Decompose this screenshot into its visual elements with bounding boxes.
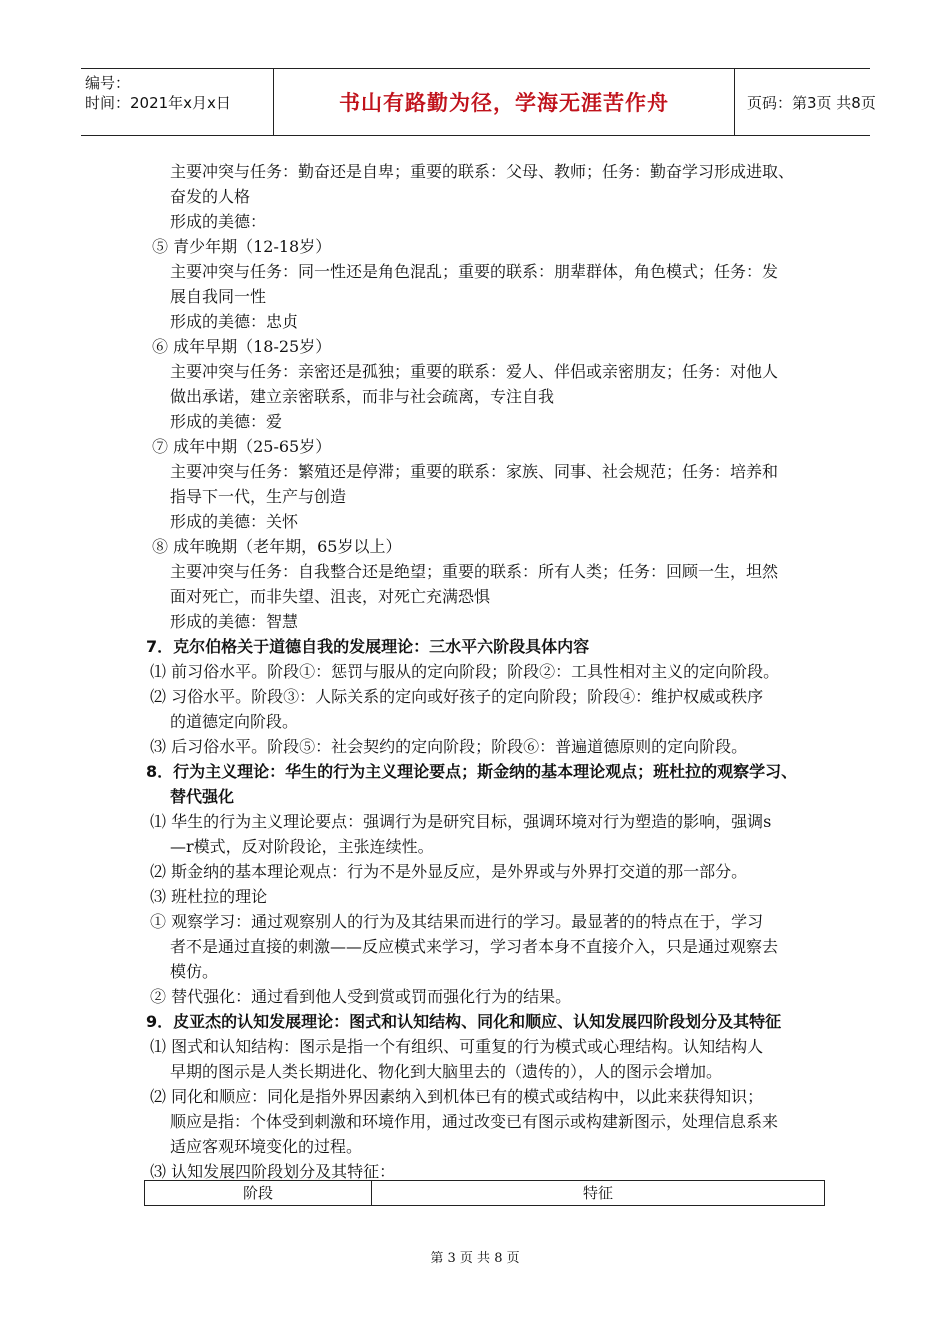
text-line: ⑴ 前习俗水平。阶段①：惩罚与服从的定向阶段；阶段②：工具性相对主义的定向阶段。 [150,662,780,681]
text-line: 展自我同一性 [170,287,267,306]
text-line: 做出承诺，建立亲密联系，而非与社会疏离，专注自我 [170,387,555,406]
text-line: ⑵ 习俗水平。阶段③：人际关系的定向或好孩子的定向阶段；阶段④：维护权威或秩序 [150,687,764,706]
text-line: 形成的美德：智慧 [170,612,299,631]
text-line: 适应客观环境变化的过程。 [170,1137,363,1156]
text-line: ⑶ 班杜拉的理论 [150,887,268,906]
section-heading: 7．克尔伯格关于道德自我的发展理论：三水平六阶段具体内容 [146,637,590,656]
text-line: 主要冲突与任务：自我整合还是绝望；重要的联系：所有人类；任务：回顾一生，坦然 [170,562,779,581]
text-line: 早期的图示是人类长期进化、物化到大脑里去的（遗传的），人的图示会增加。 [170,1062,723,1081]
page-header [81,68,876,136]
section-heading: 8．行为主义理论：华生的行为主义理论要点；斯金纳的基本理论观点；班杜拉的观察学习、 [146,762,798,781]
text-line: 的道德定向阶段。 [170,712,299,731]
page-indicator: 页码：第3页 共8页 [747,93,876,112]
text-line: 主要冲突与任务：繁殖还是停滞；重要的联系：家族、同事、社会规范；任务：培养和 [170,462,779,481]
text-line: ⑴ 图式和认知结构：图示是指一个有组织、可重复的行为模式或心理结构。认知结构人 [150,1037,764,1056]
text-line: —r模式，反对阶段论，主张连续性。 [170,837,434,856]
text-line: ⑵ 同化和顺应：同化是指外界因素纳入到机体已有的模式或结构中，以此来获得知识； [150,1087,764,1106]
text-line: 主要冲突与任务：同一性还是角色混乱；重要的联系：朋辈群体，角色模式；任务：发 [170,262,779,281]
text-line: ① 观察学习：通过观察别人的行为及其结果而进行的学习。最显著的的特点在于，学习 [150,912,764,931]
text-line: 形成的美德： [170,212,267,231]
text-line: ⑵ 斯金纳的基本理论观点：行为不是外显反应，是外界或与外界打交道的那一部分。 [150,862,748,881]
text-line: ⑦ 成年中期（25-65岁） [152,437,332,456]
text-line: 形成的美德：关怀 [170,512,299,531]
text-line: 顺应是指：个体受到刺激和环境作用，通过改变已有图示或构建新图示，处理信息系来 [170,1112,779,1131]
page-footer: 第 3 页 共 8 页 [430,1251,520,1266]
stage-table-header [144,1180,825,1206]
text-line: ⑴ 华生的行为主义理论要点：强调行为是研究目标，强调环境对行为塑造的影响，强调s [150,812,772,831]
header-motto-cell [274,69,735,135]
motto: 书山有路勤为径，学海无涯苦作舟 [339,91,669,115]
text-line: ② 替代强化：通过看到他人受到赏或罚而强化行为的结果。 [150,987,572,1006]
header-page-info [735,69,876,135]
section-heading: 替代强化 [170,787,235,806]
text-line: 模仿。 [170,962,219,981]
header-info [81,69,274,135]
text-line: 面对死亡，而非失望、沮丧，对死亡充满恐惧 [170,587,491,606]
document-number: 编号： [85,74,131,92]
text-line: ⑶ 后习俗水平。阶段⑤：社会契约的定向阶段；阶段⑥：普遍道德原则的定向阶段。 [150,737,748,756]
text-line: 者不是通过直接的刺激——反应模式来学习，学习者本身不直接介入，只是通过观察去 [170,937,779,956]
text-line: ⑤ 青少年期（12-18岁） [152,237,332,256]
document-date: 时间：2021年x月x日 [85,94,231,112]
text-line: 主要冲突与任务：亲密还是孤独；重要的联系：爱人、伴侣或亲密朋友；任务：对他人 [170,362,779,381]
text-line: ⑶ 认知发展四阶段划分及其特征： [150,1162,396,1181]
table-header-feature: 特征 [582,1184,613,1202]
text-line: 奋发的人格 [170,187,251,206]
text-line: ⑥ 成年早期（18-25岁） [152,337,332,356]
text-line: 形成的美德：忠贞 [170,312,299,331]
text-line: 指导下一代，生产与创造 [170,487,347,506]
section-heading: 9．皮亚杰的认知发展理论：图式和认知结构、同化和顺应、认知发展四阶段划分及其特征 [146,1012,782,1031]
table-header-stage: 阶段 [145,1181,372,1205]
text-line: 形成的美德：爱 [170,412,283,431]
text-line: 主要冲突与任务：勤奋还是自卑；重要的联系：父母、教师；任务：勤奋学习形成进取、 [170,162,795,181]
text-line: ⑧ 成年晚期（老年期，65岁以上） [152,537,402,556]
